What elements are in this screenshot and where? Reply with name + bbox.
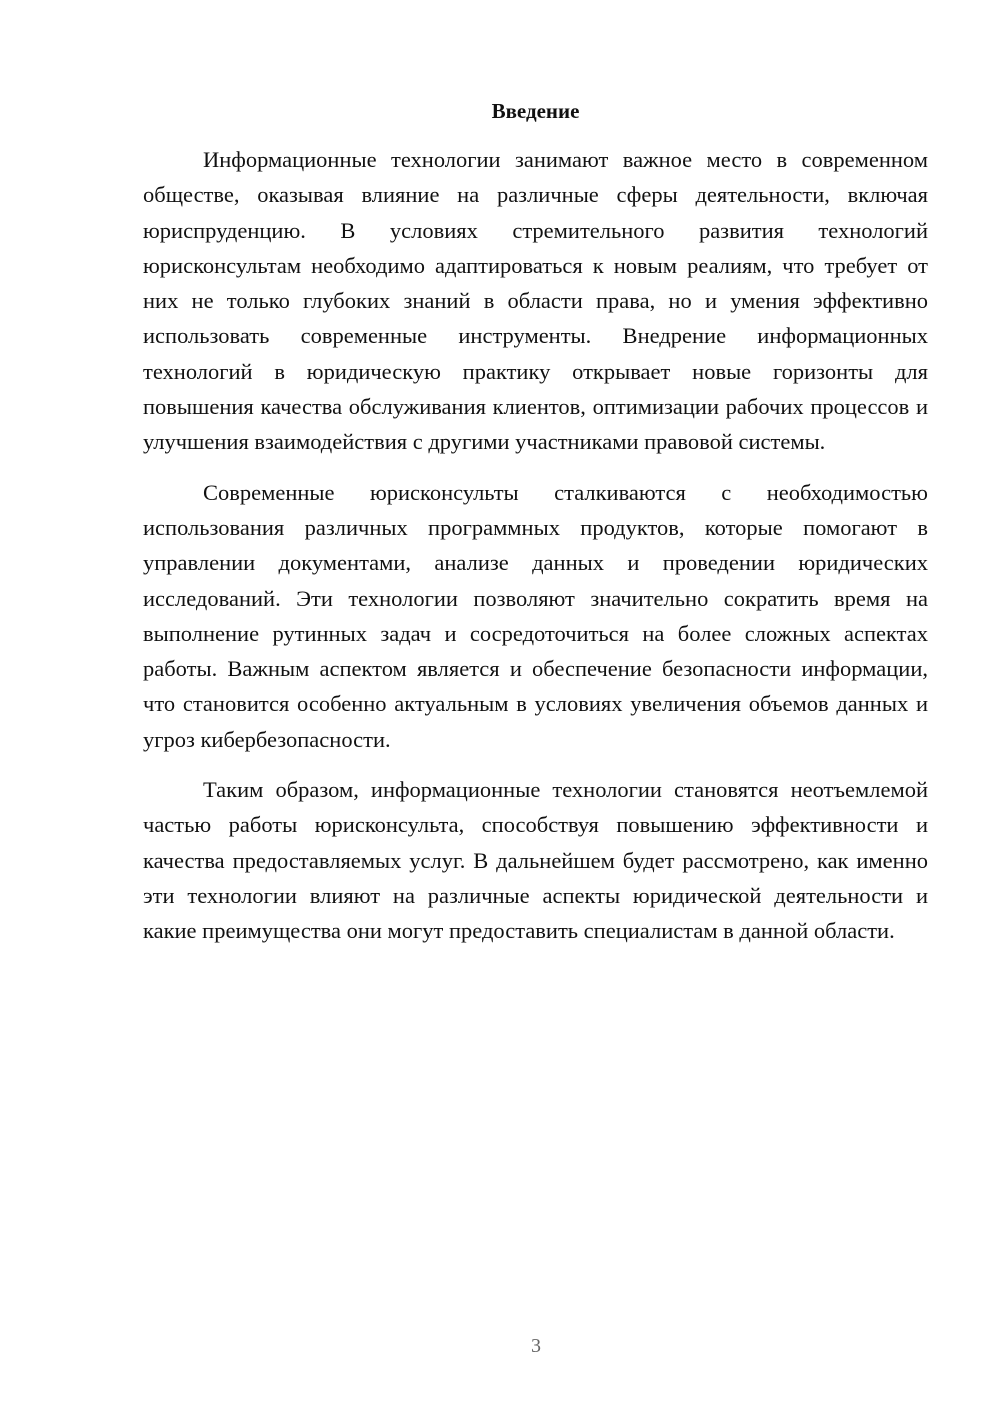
- paragraph-2: Современные юрисконсульты сталкиваются с необходимостью использования различных программных продуктов, которые помогают в управлении документами, анализе данных и проведении юридических исследований. Эти технологии позволяют значительно сократить время на выполнение рутинных задач и сосредоточиться на более сложных аспектах работы. Важным аспектом является и обеспечение безопасности информации, что становится особенно актуальным в условиях увеличения объемов данных и угроз кибербезопасности.: [143, 479, 928, 752]
- page-number: 3: [531, 1335, 541, 1357]
- paragraph-3: Таким образом, информационные технологии становятся неотъемлемой частью работы юрисконсульта, способствуя повышению эффективности и качества предоставляемых услуг. В дальнейшем будет рассмотрено, как именно эти технологии влияют на различные аспекты юридической деятельности и какие преимущества они могут предоставить специалистам в данной области.: [143, 777, 928, 944]
- body-text: [143, 142, 928, 964]
- section-title: Введение: [491, 99, 580, 123]
- paragraph-1: Информационные технологии занимают важное место в современном обществе, оказывая влияние на различные сферы деятельности, включая юриспруденцию. В условиях стремительного развития технологий юрисконсультам необходимо адаптироваться к новым реалиям, что требует от них не только глубоких знаний в области права, но и умения эффективно использовать современные инструменты. Внедрение информационных технологий в юридическую практику открывает новые горизонты для повышения качества обслуживания клиентов, оптимизации рабочих процессов и улучшения взаимодействия с другими участниками правовой системы.: [143, 147, 928, 455]
